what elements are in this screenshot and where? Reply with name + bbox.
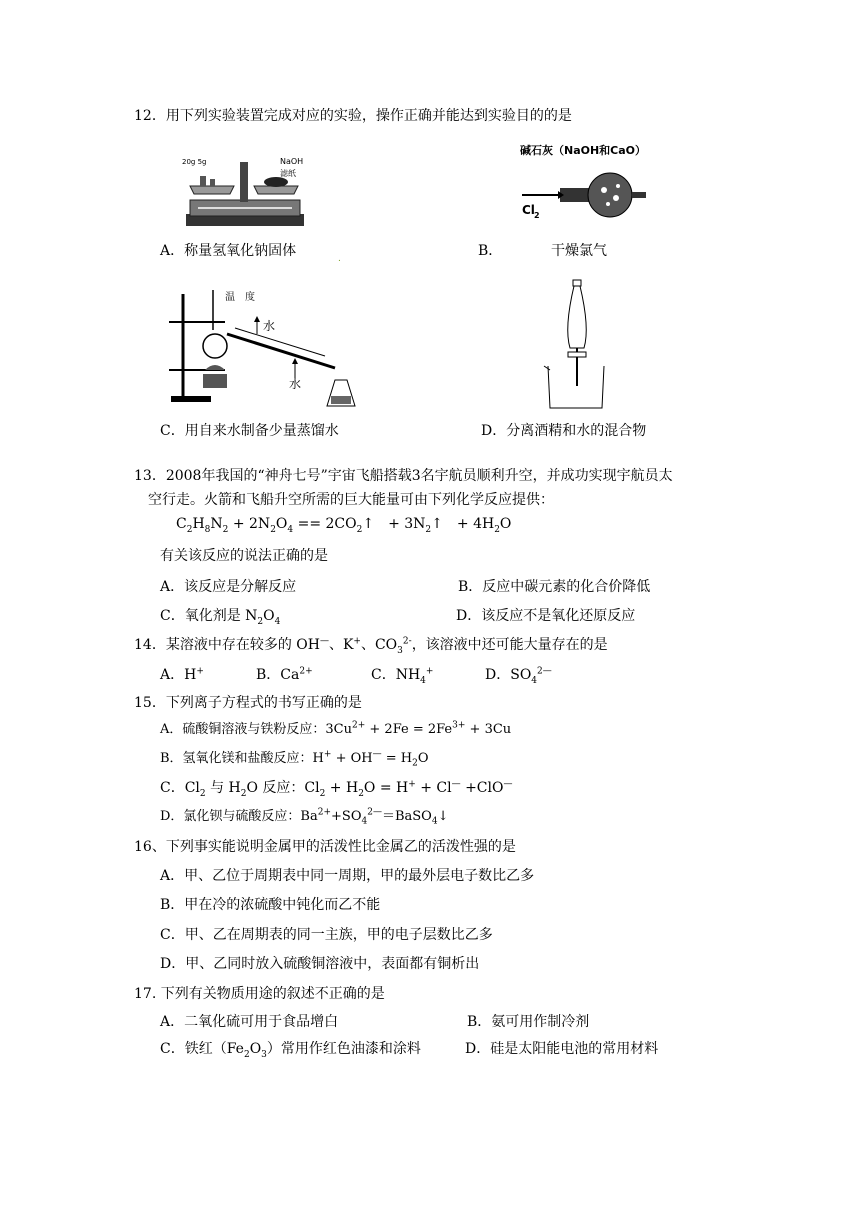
q13-stem-line2: 空行走。火箭和飞船升空所需的巨大能量可由下列化学反应提供： xyxy=(148,492,554,508)
q15-option-a: A．硫酸铜溶液与铁粉反应：$3Cu^{2+} + 2Fe = 2Fe^{3+} + 3Cu$ xyxy=(160,720,512,737)
q17-option-c: C．铁红$(Fe_2O_3)$常用作红色油漆和涂料 xyxy=(160,1041,421,1060)
q15-option-c: C．$Cl_2$ 与 $H_2O$ 反应：$Cl_2 + H_2O = H^+ + Cl^— +ClO^—$ xyxy=(160,779,513,799)
figA-paper: 滤纸 xyxy=(280,169,296,178)
q13-option-c: C．氧化剂是 $N_2O_4$ xyxy=(160,608,281,627)
q17-option-d: D．硅是太阳能电池的常用材料 xyxy=(465,1041,659,1057)
figB-gas: Cl xyxy=(522,203,535,217)
q16-option-d: D．甲、乙同时放入硫酸铜溶液中，表面都有铜析出 xyxy=(160,956,480,972)
q16-option-c: C．甲、乙在周期表的同一主族，甲的电子层数比乙多 xyxy=(160,927,493,943)
q17-option-b: B．氨可用作制冷剂 xyxy=(467,1014,590,1030)
q13-stem-line1: 13．2008年我国的“神舟七号”宇宙飞船搭载3名宇航员顺利升空，并成功实现宇航员太 xyxy=(134,468,673,484)
q15-option-d: D．氯化钡与硫酸反应：$Ba^{2+}+SO_4^{2—}=BaSO_4↓$ xyxy=(160,807,449,827)
q12-option-d: D．分离酒精和水的混合物 xyxy=(481,423,647,439)
q15-stem: 15．下列离子方程式的书写正确的是 xyxy=(134,695,362,711)
q12-option-b: 干燥氯气 xyxy=(551,243,607,259)
q13-equation: $C_2H_8N_2 + 2N_2O_4$ == $2CO_2↑$ + $3N_2↑$ + $4H_2O$ xyxy=(176,516,512,535)
q17-stem: 17. 下列有关物质用途的叙述不正确的是 xyxy=(134,986,385,1002)
q14-stem: 14．某溶液中存在较多的 OH—、K+、$CO_3^{2-}$，该溶液中还可能大量存在的是 xyxy=(134,636,608,656)
green-mark: . xyxy=(338,254,341,264)
figB-title: 碱石灰（NaOH和CaO） xyxy=(520,144,647,157)
q14-option-c: C．$NH_4^+$ xyxy=(371,666,434,686)
q12-option-c: C．用自来水制备少量蒸馏水 xyxy=(160,423,339,439)
figC-water-out: 水 xyxy=(263,319,276,333)
q15-option-b: B．氢氧化镁和盐酸反应：$H^+ + OH^— = H_2O$ xyxy=(160,749,429,769)
q17-option-a: A．二氧化硫可用于食品增白 xyxy=(160,1014,339,1030)
figC-water-in: 水 xyxy=(289,377,302,391)
figure-balance xyxy=(180,152,310,230)
q13-option-a: A．该反应是分解反应 xyxy=(160,579,297,595)
figure-drying-tube xyxy=(520,140,650,220)
q13-stem-line3: 有关该反应的说法正确的是 xyxy=(160,548,328,564)
q13-option-d: D．该反应不是氧化还原反应 xyxy=(456,608,636,624)
q16-option-a: A．甲、乙位于周期表中同一周期，甲的最外层电子数比乙多 xyxy=(160,868,535,884)
q14-option-a: A．H+ xyxy=(160,666,204,683)
figure-distillation xyxy=(165,290,365,410)
figA-weights: 20g 5g xyxy=(182,158,207,166)
q12-stem: 12．用下列实验装置完成对应的实验，操作正确并能达到实验目的的是 xyxy=(134,108,572,124)
q14-option-d: D．$SO_4^{2—}$ xyxy=(485,666,552,686)
q12-option-b-letter: B． xyxy=(478,243,503,259)
q16-stem: 16、下列事实能说明金属甲的活泼性比金属乙的活泼性强的是 xyxy=(134,839,516,855)
figA-naoh: NaOH xyxy=(280,157,304,166)
q13-option-b: B．反应中碳元素的化合价降低 xyxy=(458,579,651,595)
q12-option-a: A．称量氢氧化钠固体 xyxy=(160,243,297,259)
figure-separatory-funnel xyxy=(540,278,620,413)
figC-thermo: 温 度 xyxy=(225,292,255,303)
svg-text:2: 2 xyxy=(534,211,540,220)
q16-option-b: B．甲在冷的浓硫酸中钝化而乙不能 xyxy=(160,897,381,913)
q14-option-b: B．$Ca^{2+}$ xyxy=(256,666,313,683)
